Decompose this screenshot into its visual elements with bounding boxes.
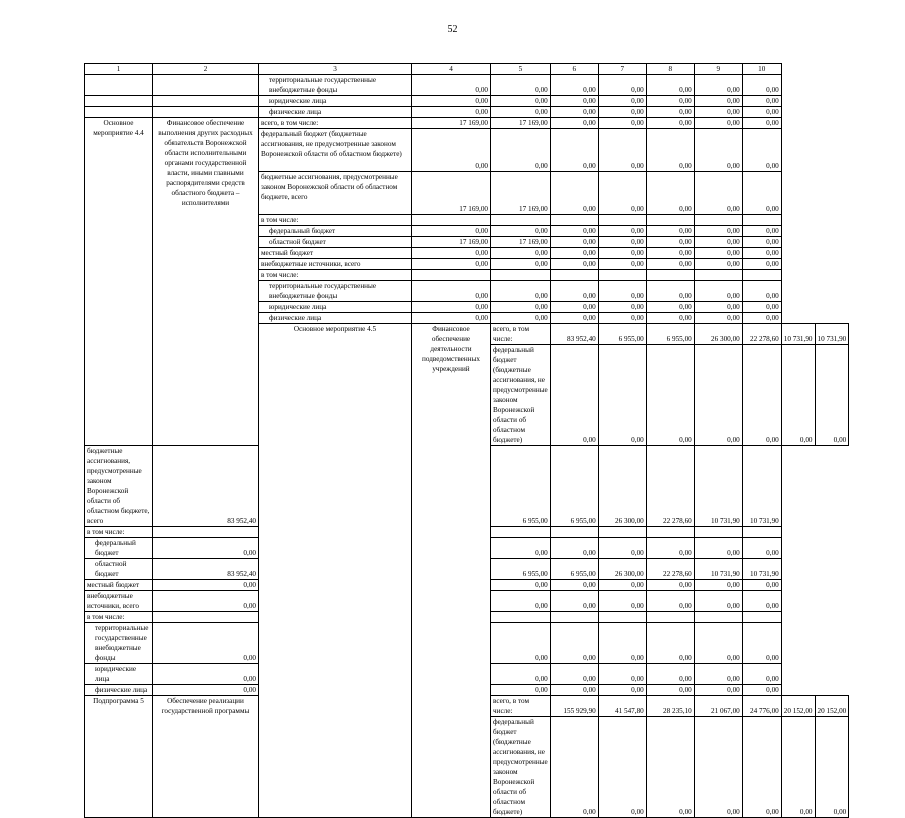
amount-cell: 0,00	[491, 129, 551, 172]
amount-cell: 0,00	[598, 302, 646, 313]
amount-cell: 0,00	[598, 685, 646, 696]
amount-cell: 17 169,00	[491, 118, 551, 129]
amount-cell: 0,00	[550, 226, 598, 237]
amount-cell: 0,00	[646, 281, 694, 302]
amount-cell: 0,00	[646, 313, 694, 324]
amount-cell: 0,00	[412, 313, 491, 324]
header-cell: 7	[598, 64, 646, 75]
amount-cell: 0,00	[646, 664, 694, 685]
amount-cell: 0,00	[598, 226, 646, 237]
amount-cell: 41 547,80	[598, 696, 646, 717]
header-cell: 8	[646, 64, 694, 75]
table-row	[85, 75, 849, 96]
funding-source-cell: физические лица	[259, 313, 412, 324]
amount-cell	[412, 215, 491, 226]
amount-cell: 10 731,90	[742, 559, 781, 580]
amount-cell: 0,00	[550, 75, 598, 96]
amount-cell: 10 731,90	[694, 559, 742, 580]
amount-cell: 0,00	[550, 591, 598, 612]
amount-cell: 0,00	[646, 172, 694, 215]
amount-cell: 0,00	[742, 591, 781, 612]
amount-cell: 0,00	[153, 623, 259, 664]
amount-cell: 17 169,00	[412, 237, 491, 248]
amount-cell: 0,00	[598, 118, 646, 129]
amount-cell: 0,00	[412, 129, 491, 172]
amount-cell: 0,00	[412, 75, 491, 96]
amount-cell: 0,00	[598, 281, 646, 302]
amount-cell: 0,00	[694, 591, 742, 612]
amount-cell: 17 169,00	[412, 172, 491, 215]
funding-source-cell: в том числе:	[85, 527, 153, 538]
amount-cell: 0,00	[491, 259, 551, 270]
amount-cell: 0,00	[598, 129, 646, 172]
amount-cell: 0,00	[694, 345, 742, 446]
amount-cell: 0,00	[646, 580, 694, 591]
amount-cell: 0,00	[646, 345, 694, 446]
amount-cell: 0,00	[550, 107, 598, 118]
amount-cell: 0,00	[550, 623, 598, 664]
event-description-cell: Финансовое обеспечение выполнения других расходных обязательств Воронежской области исполнительными органами государственной власти, иными главными распорядителями средств областного бюджета – исполнителями	[153, 118, 259, 446]
funding-source-cell: юридические лица	[259, 96, 412, 107]
amount-cell: 10 731,90	[742, 446, 781, 527]
amount-cell: 0,00	[598, 237, 646, 248]
amount-cell: 0,00	[742, 129, 781, 172]
amount-cell: 0,00	[550, 237, 598, 248]
amount-cell	[742, 270, 781, 281]
funding-source-cell: местный бюджет	[259, 248, 412, 259]
funding-source-cell: в том числе:	[259, 270, 412, 281]
amount-cell: 0,00	[598, 259, 646, 270]
amount-cell: 0,00	[742, 313, 781, 324]
amount-cell: 0,00	[491, 623, 551, 664]
amount-cell: 0,00	[742, 302, 781, 313]
amount-cell: 0,00	[491, 75, 551, 96]
amount-cell: 0,00	[550, 717, 598, 818]
amount-cell: 0,00	[491, 107, 551, 118]
amount-cell: 0,00	[742, 538, 781, 559]
amount-cell: 0,00	[412, 281, 491, 302]
amount-cell: 0,00	[598, 717, 646, 818]
amount-cell: 0,00	[815, 717, 849, 818]
amount-cell	[742, 612, 781, 623]
amount-cell: 0,00	[646, 118, 694, 129]
funding-source-cell: юридические лица	[85, 664, 153, 685]
amount-cell: 0,00	[598, 591, 646, 612]
amount-cell: 0,00	[598, 623, 646, 664]
amount-cell: 0,00	[694, 281, 742, 302]
amount-cell	[646, 612, 694, 623]
event-description-cell	[153, 107, 259, 118]
funding-source-cell: внебюджетные источники, всего	[85, 591, 153, 612]
funding-source-cell: федеральный бюджет	[259, 226, 412, 237]
amount-cell: 0,00	[646, 259, 694, 270]
amount-cell: 0,00	[646, 129, 694, 172]
amount-cell: 0,00	[694, 580, 742, 591]
amount-cell: 26 300,00	[694, 324, 742, 345]
budget-table	[84, 63, 849, 818]
amount-cell: 20 152,00	[815, 696, 849, 717]
funding-source-cell: местный бюджет	[85, 580, 153, 591]
amount-cell: 20 152,00	[781, 696, 815, 717]
header-cell: 1	[85, 64, 153, 75]
event-name-cell: Основное мероприятие 4.4	[85, 118, 153, 446]
event-description-cell: Обеспечение реализации государственной программы	[153, 696, 259, 818]
amount-cell	[646, 527, 694, 538]
amount-cell: 0,00	[550, 685, 598, 696]
amount-cell: 0,00	[550, 172, 598, 215]
amount-cell: 6 955,00	[491, 559, 551, 580]
amount-cell: 17 169,00	[412, 118, 491, 129]
amount-cell: 22 278,60	[742, 324, 781, 345]
event-name-cell: Основное мероприятие 4.5	[259, 324, 412, 818]
amount-cell: 0,00	[598, 248, 646, 259]
amount-cell: 0,00	[646, 623, 694, 664]
amount-cell	[491, 215, 551, 226]
header-cell: 9	[694, 64, 742, 75]
amount-cell: 6 955,00	[598, 324, 646, 345]
amount-cell: 0,00	[491, 96, 551, 107]
funding-source-cell: всего, в том числе:	[259, 118, 412, 129]
amount-cell: 83 952,40	[153, 446, 259, 527]
amount-cell: 0,00	[646, 538, 694, 559]
funding-source-cell: бюджетные ассигнования, предусмотренные законом Воронежской области об областном бюджете, всего	[259, 172, 412, 215]
amount-cell: 26 300,00	[598, 446, 646, 527]
amount-cell: 0,00	[646, 96, 694, 107]
amount-cell	[694, 270, 742, 281]
amount-cell: 0,00	[491, 580, 551, 591]
amount-cell: 0,00	[742, 172, 781, 215]
funding-source-cell: физические лица	[85, 685, 153, 696]
amount-cell: 0,00	[598, 313, 646, 324]
funding-source-cell: федеральный бюджет (бюджетные ассигнования, не предусмотренные законом Воронежской области об областном бюджете)	[491, 345, 551, 446]
funding-source-cell: федеральный бюджет	[85, 538, 153, 559]
amount-cell: 10 731,90	[781, 324, 815, 345]
amount-cell: 83 952,40	[550, 324, 598, 345]
amount-cell: 0,00	[598, 96, 646, 107]
amount-cell: 0,00	[598, 172, 646, 215]
amount-cell: 0,00	[153, 591, 259, 612]
amount-cell: 0,00	[550, 129, 598, 172]
amount-cell: 0,00	[742, 281, 781, 302]
amount-cell: 0,00	[694, 118, 742, 129]
amount-cell: 26 300,00	[598, 559, 646, 580]
event-name-cell	[85, 75, 153, 96]
amount-cell	[598, 270, 646, 281]
amount-cell: 0,00	[550, 281, 598, 302]
amount-cell: 0,00	[742, 248, 781, 259]
amount-cell: 0,00	[598, 345, 646, 446]
funding-source-cell: территориальные государственные внебюджетные фонды	[85, 623, 153, 664]
amount-cell: 0,00	[742, 345, 781, 446]
amount-cell: 0,00	[694, 623, 742, 664]
amount-cell: 0,00	[412, 107, 491, 118]
amount-cell: 0,00	[550, 96, 598, 107]
event-name-cell: Подпрограмма 5	[85, 696, 153, 818]
amount-cell: 0,00	[694, 129, 742, 172]
amount-cell: 0,00	[694, 226, 742, 237]
event-description-cell	[153, 75, 259, 96]
amount-cell: 155 929,90	[550, 696, 598, 717]
amount-cell: 0,00	[491, 226, 551, 237]
amount-cell: 0,00	[550, 118, 598, 129]
amount-cell: 0,00	[742, 107, 781, 118]
amount-cell: 0,00	[153, 538, 259, 559]
amount-cell: 0,00	[742, 717, 781, 818]
amount-cell: 0,00	[646, 226, 694, 237]
amount-cell	[742, 527, 781, 538]
amount-cell	[491, 270, 551, 281]
amount-cell: 0,00	[550, 259, 598, 270]
amount-cell: 0,00	[694, 685, 742, 696]
amount-cell: 0,00	[742, 118, 781, 129]
table-row	[85, 107, 849, 118]
amount-cell: 0,00	[550, 345, 598, 446]
amount-cell: 0,00	[491, 664, 551, 685]
amount-cell: 0,00	[646, 591, 694, 612]
amount-cell	[598, 612, 646, 623]
amount-cell: 0,00	[646, 685, 694, 696]
amount-cell: 0,00	[694, 538, 742, 559]
amount-cell: 0,00	[153, 664, 259, 685]
amount-cell: 0,00	[412, 302, 491, 313]
amount-cell: 0,00	[815, 345, 849, 446]
amount-cell	[412, 270, 491, 281]
amount-cell	[694, 612, 742, 623]
amount-cell: 0,00	[694, 107, 742, 118]
amount-cell: 0,00	[742, 685, 781, 696]
page-number: 52	[447, 24, 458, 35]
amount-cell: 0,00	[742, 580, 781, 591]
amount-cell: 22 278,60	[646, 559, 694, 580]
amount-cell: 0,00	[742, 237, 781, 248]
funding-source-cell: федеральный бюджет (бюджетные ассигнования, не предусмотренные законом Воронежской области об областном бюджете)	[259, 129, 412, 172]
amount-cell: 0,00	[694, 248, 742, 259]
amount-cell: 0,00	[694, 237, 742, 248]
funding-source-cell: областной бюджет	[259, 237, 412, 248]
funding-source-cell: в том числе:	[85, 612, 153, 623]
funding-source-cell: физические лица	[259, 107, 412, 118]
amount-cell	[694, 527, 742, 538]
amount-cell	[491, 612, 551, 623]
header-cell: 3	[259, 64, 412, 75]
amount-cell: 0,00	[646, 75, 694, 96]
amount-cell	[550, 527, 598, 538]
amount-cell: 0,00	[491, 591, 551, 612]
amount-cell: 0,00	[646, 717, 694, 818]
amount-cell: 0,00	[742, 259, 781, 270]
amount-cell	[742, 215, 781, 226]
amount-cell	[491, 527, 551, 538]
amount-cell: 6 955,00	[646, 324, 694, 345]
header-cell: 5	[491, 64, 551, 75]
amount-cell: 0,00	[694, 664, 742, 685]
amount-cell: 0,00	[491, 538, 551, 559]
amount-cell: 0,00	[694, 96, 742, 107]
amount-cell: 10 731,90	[694, 446, 742, 527]
amount-cell: 0,00	[646, 248, 694, 259]
amount-cell: 0,00	[694, 259, 742, 270]
amount-cell	[646, 270, 694, 281]
amount-cell: 0,00	[550, 313, 598, 324]
header-cell: 2	[153, 64, 259, 75]
funding-source-cell: всего, в том числе:	[491, 696, 551, 717]
amount-cell	[550, 270, 598, 281]
table-row	[85, 96, 849, 107]
amount-cell: 17 169,00	[491, 172, 551, 215]
header-row	[85, 64, 849, 75]
table-row	[85, 118, 849, 129]
amount-cell: 6 955,00	[550, 559, 598, 580]
amount-cell: 0,00	[646, 237, 694, 248]
amount-cell: 0,00	[742, 664, 781, 685]
amount-cell: 0,00	[742, 623, 781, 664]
amount-cell: 10 731,90	[815, 324, 849, 345]
amount-cell	[598, 215, 646, 226]
amount-cell	[646, 215, 694, 226]
header-cell: 10	[742, 64, 781, 75]
amount-cell: 0,00	[694, 75, 742, 96]
funding-source-cell: областной бюджет	[85, 559, 153, 580]
funding-source-cell: всего, в том числе:	[491, 324, 551, 345]
amount-cell: 0,00	[412, 259, 491, 270]
amount-cell: 0,00	[550, 248, 598, 259]
amount-cell: 0,00	[742, 96, 781, 107]
amount-cell	[153, 612, 259, 623]
amount-cell	[694, 215, 742, 226]
amount-cell: 24 776,00	[742, 696, 781, 717]
amount-cell: 0,00	[491, 313, 551, 324]
funding-source-cell: внебюджетные источники, всего	[259, 259, 412, 270]
amount-cell: 0,00	[694, 717, 742, 818]
amount-cell: 0,00	[491, 685, 551, 696]
event-name-cell	[85, 107, 153, 118]
amount-cell: 0,00	[694, 302, 742, 313]
amount-cell: 6 955,00	[550, 446, 598, 527]
amount-cell: 21 067,00	[694, 696, 742, 717]
amount-cell	[153, 527, 259, 538]
amount-cell: 83 952,40	[153, 559, 259, 580]
amount-cell	[550, 612, 598, 623]
event-description-cell	[153, 96, 259, 107]
amount-cell: 17 169,00	[491, 237, 551, 248]
amount-cell: 0,00	[598, 75, 646, 96]
amount-cell: 0,00	[742, 75, 781, 96]
amount-cell: 0,00	[550, 538, 598, 559]
amount-cell: 0,00	[598, 580, 646, 591]
amount-cell: 0,00	[550, 580, 598, 591]
amount-cell: 0,00	[412, 248, 491, 259]
amount-cell: 0,00	[694, 313, 742, 324]
amount-cell: 0,00	[598, 538, 646, 559]
amount-cell: 0,00	[781, 345, 815, 446]
funding-source-cell: федеральный бюджет (бюджетные ассигнования, не предусмотренные законом Воронежской области об областном бюджете)	[491, 717, 551, 818]
amount-cell: 0,00	[491, 281, 551, 302]
amount-cell: 0,00	[153, 685, 259, 696]
funding-source-cell: в том числе:	[259, 215, 412, 226]
amount-cell: 0,00	[412, 226, 491, 237]
amount-cell: 28 235,10	[646, 696, 694, 717]
amount-cell: 0,00	[646, 107, 694, 118]
amount-cell	[598, 527, 646, 538]
funding-source-cell: бюджетные ассигнования, предусмотренные законом Воронежской области об областном бюджете, всего	[85, 446, 153, 527]
amount-cell: 22 278,60	[646, 446, 694, 527]
amount-cell: 0,00	[412, 96, 491, 107]
amount-cell: 0,00	[491, 248, 551, 259]
amount-cell: 0,00	[742, 226, 781, 237]
amount-cell: 0,00	[550, 664, 598, 685]
funding-source-cell: территориальные государственные внебюджетные фонды	[259, 281, 412, 302]
amount-cell: 0,00	[598, 664, 646, 685]
amount-cell: 0,00	[550, 302, 598, 313]
amount-cell: 0,00	[153, 580, 259, 591]
funding-source-cell: территориальные государственные внебюджетные фонды	[259, 75, 412, 96]
header-cell: 4	[412, 64, 491, 75]
event-name-cell	[85, 96, 153, 107]
amount-cell: 0,00	[694, 172, 742, 215]
funding-source-cell: юридические лица	[259, 302, 412, 313]
amount-cell: 0,00	[598, 107, 646, 118]
amount-cell: 0,00	[646, 302, 694, 313]
amount-cell: 0,00	[781, 717, 815, 818]
event-description-cell: Финансовое обеспечение деятельности подведомственных учреждений	[412, 324, 491, 818]
amount-cell	[550, 215, 598, 226]
amount-cell: 6 955,00	[491, 446, 551, 527]
amount-cell: 0,00	[491, 302, 551, 313]
header-cell: 6	[550, 64, 598, 75]
